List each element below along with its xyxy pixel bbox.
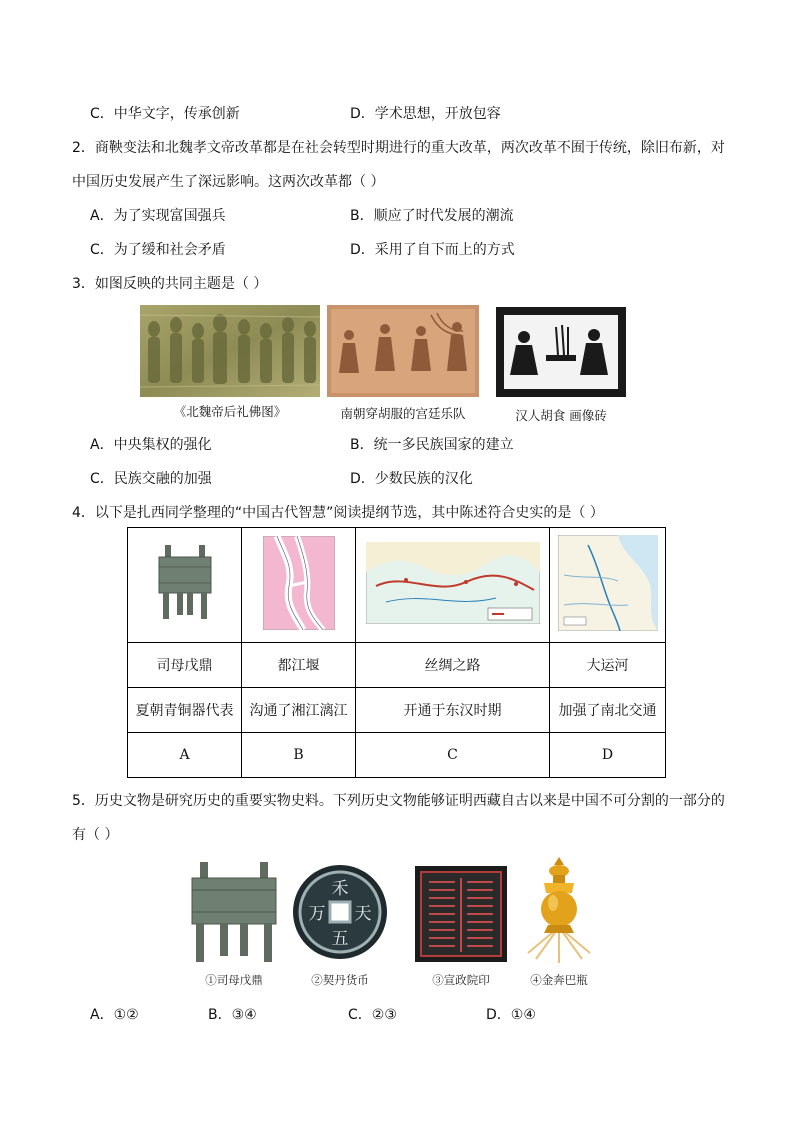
q4-image-canal-map — [550, 528, 666, 643]
q3-caption-3: 汉人胡食 画像砖 — [515, 408, 607, 423]
q5-option-a: A．①② — [90, 1007, 139, 1023]
q5-stem-line1: 5．历史文物是研究历史的重要实物史料。下列历史文物能够证明西藏自古以来是中国不可分割的一部分的 — [72, 793, 725, 809]
map-icon — [366, 542, 540, 624]
q5-caption-4: ④金奔巴瓶 — [530, 973, 588, 987]
coin-char-bottom: 五 — [331, 929, 349, 949]
q3-caption-2: 南朝穿胡服的宫廷乐队 — [340, 406, 466, 421]
q2-option-a: A．为了实现富国强兵 — [90, 208, 226, 224]
q3-option-c: C．民族交融的加强 — [90, 471, 212, 487]
golden-urn-icon — [522, 855, 596, 965]
q4-image-dujiangyan-map — [242, 528, 356, 643]
q4-image-silkroad-map — [356, 528, 550, 643]
q3-stem: 3．如图反映的共同主题是（ ） — [72, 276, 268, 292]
q4-name-c: 丝绸之路 — [356, 643, 550, 688]
ding-icon — [155, 543, 215, 623]
q4-letter-b: B — [242, 733, 356, 778]
q5-caption-1: ①司母戊鼎 — [205, 973, 263, 987]
coin-char-left: 万 — [308, 904, 326, 924]
q4-fact-c: 开通于东汉时期 — [356, 688, 550, 733]
q2-option-d: D．采用了自下而上的方式 — [350, 242, 515, 258]
q5-option-c: C．②③ — [348, 1007, 397, 1023]
q5-caption-3: ③宣政院印 — [432, 973, 490, 987]
seal-icon — [413, 864, 509, 964]
q5-artifact-ding — [186, 860, 282, 964]
q5-caption-2: ②契丹货币 — [311, 973, 369, 987]
map-icon — [263, 536, 335, 630]
q4-table — [127, 527, 666, 778]
q2-option-c: C．为了缓和社会矛盾 — [90, 242, 226, 258]
q2-stem-line1: 2．商鞅变法和北魏孝文帝改革都是在社会转型时期进行的重大改革，两次改革不囿于传统，除旧布新，对 — [72, 140, 725, 156]
coin-icon — [290, 862, 390, 962]
q3-image-relief — [140, 305, 320, 397]
q4-name-d: 大运河 — [550, 643, 666, 688]
q3-image-band — [327, 305, 479, 397]
q4-fact-b: 沟通了湘江漓江 — [242, 688, 356, 733]
coin-char-right: 天 — [354, 904, 372, 924]
q4-letter-a: A — [128, 733, 242, 778]
q4-fact-d: 加强了南北交通 — [550, 688, 666, 733]
q5-artifact-coin — [290, 862, 390, 962]
q2-stem-line2: 中国历史发展产生了深远影响。这两次改革都（ ） — [72, 174, 385, 190]
q4-stem: 4．以下是扎西同学整理的“中国古代智慧”阅读提纲节选，其中陈述符合史实的是（ ） — [72, 505, 604, 521]
q4-name-b: 都江堰 — [242, 643, 356, 688]
q3-image-brick — [496, 307, 626, 397]
q1-option-d: D．学术思想，开放包容 — [350, 106, 501, 122]
q4-name-a: 司母戊鼎 — [128, 643, 242, 688]
q4-letter-d: D — [550, 733, 666, 778]
q5-option-d: D．①④ — [486, 1007, 536, 1023]
q5-artifact-urn — [522, 855, 596, 965]
q1-option-c: C．中华文字，传承创新 — [90, 106, 240, 122]
q2-option-b: B．顺应了时代发展的潮流 — [350, 208, 514, 224]
q5-option-b: B．③④ — [208, 1007, 257, 1023]
q3-option-b: B．统一多民族国家的建立 — [350, 437, 514, 453]
q5-artifact-seal — [413, 864, 509, 964]
q5-stem-line2: 有（ ） — [72, 827, 119, 843]
q3-caption-1: 《北魏帝后礼佛图》 — [173, 404, 287, 419]
q4-image-ding — [128, 528, 242, 643]
coin-char-top: 禾 — [331, 879, 349, 899]
q3-option-d: D．少数民族的汉化 — [350, 471, 473, 487]
q4-fact-a: 夏朝青铜器代表 — [128, 688, 242, 733]
map-icon — [558, 535, 658, 631]
ding-icon — [186, 860, 282, 964]
q4-letter-c: C — [356, 733, 550, 778]
q3-option-a: A．中央集权的强化 — [90, 437, 212, 453]
